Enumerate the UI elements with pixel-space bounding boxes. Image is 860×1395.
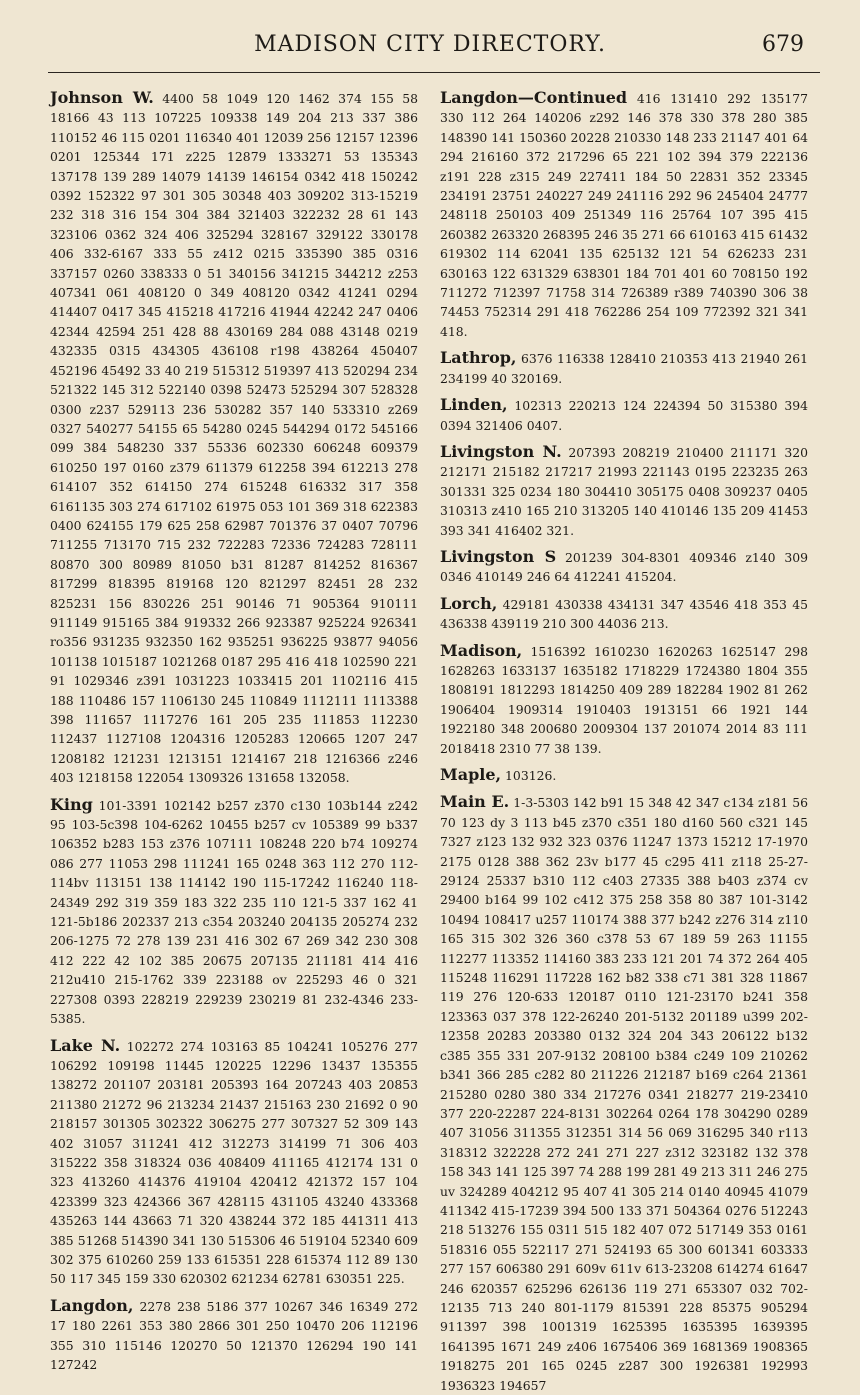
house-numbers: 4400 58 1049 120 1462 374 155 58 18166 43 113 107225 109338 149 204 213 337 386 110152 46 115 0201 116340 401 12039 256 12157 12396 0201 125344 171 z225 12879 1333271 53 135343 137178 139 289 14079 14139 146154 0342 418 150242 0392 152322 97 301 305 30348 403 309202 313-15219 232 318 316 154 304 384 321403 322232 28 61 143 323106 0362 324 406 325294 328167 329122 330178 406 332-6167 333 55 z412 0215 335390 385 0316 337157 0260 338333 0 51 340156 341215 344212 z253 407341 061 408120 0 349 408120 0342 41241 0294 414407 0417 345 415218 417216 41944 42242 247 0406 42344 42594 251 428 88 430169 284 088 43148 0219 432335 0315 434305 436108 r198 438264 450407 452196 45492 33 40 219 515312 519397 413 520294 234 521322 145 312 522140 0398 52473 525294 307 528328 0300 z237 529113 236 530282 357 140 533310 z269 0327 540277 54155 65 54280 0245 544294 0172 545166 099 384 548230 337 55336 602330 606248 609379 610250 197 0160 z379 611379 612258 394 612213 278 614107 352 614150 274 615248 616332 317 358 6161135 303 274 617102 61975 053 101 369 318 622383 0400 624155 179 625 258 62987 701376 37 0407 70796 711255 713170 715 232 722283 72336 724283 728111 80870 300 80989 81050 b31 81287 814252 816367 817299 818395 819168 120 821297 82451 28 232 825231 156 830226 251 90146 71 905364 910111 911149 915165 384 919332 266 923387 925224 926341 ro356 931235 932350 162 935251 936225 93877 94056 101138 1015187 1021268 0187 295 416 418 102590 221 91 1029346 z391 1031223 1033415 201 1102116 415 188 110486 157 1106130 245 110849 1112111 1113388 398 111657 1117276 161 205 235 111853 112230 112437 1127108 1204316 1205283 120665 1207 247 1208182 121231 1213151 1214167 218 1216366 z246 403 1218158 122054 1309326 131658 132058. <box>50 91 419 786</box>
street-entry <box>50 1036 418 1289</box>
street-name: Lake N. <box>50 1035 121 1055</box>
street-entry <box>50 88 418 788</box>
street-name: Langdon, <box>50 1295 134 1315</box>
house-numbers: 416 131410 292 135177 330 112 264 140206 z292 146 378 330 378 280 385 148390 141 150360 20228 210330 148 233 21147 401 64 294 216160 372 217296 65 221 102 394 379 222136 z191 228 z315 249 227411 184 50 22831 352 23345 234191 23751 240227 249 241116 292 96 245404 24777 248118 250103 409 251349 116 25764 107 395 415 260382 263320 268395 246 35 271 66 610163 415 61432 619302 114 62041 135 625132 121 54 626233 231 630163 122 631329 638301 184 701 401 60 708150 192 711272 712397 71758 314 726389 r389 740390 306 38 74453 752314 291 418 762286 254 109 772392 321 341 418. <box>440 91 808 339</box>
left-column <box>50 88 419 1372</box>
house-numbers: 201239 304-8301 409346 z140 309 0346 410149 246 64 412241 415204. <box>440 549 808 585</box>
street-name: Livingston S <box>440 546 557 566</box>
street-name: Lorch, <box>440 593 498 613</box>
page-title: MADISON CITY DIRECTORY. <box>254 32 606 57</box>
street-entry <box>50 795 418 1029</box>
house-numbers: 102313 220213 124 224394 50 315380 394 0394 321406 0407. <box>440 398 808 433</box>
street-name: Johnson W. <box>50 88 154 107</box>
street-name: Lathrop, <box>440 348 517 368</box>
street-name: Linden, <box>440 395 508 415</box>
street-name: King <box>50 794 93 814</box>
street-name: Livingston N. <box>440 441 562 461</box>
page-header <box>0 28 860 68</box>
right-column <box>440 88 808 1393</box>
street-name: Main E. <box>440 792 510 812</box>
house-numbers: 1516392 1610230 1620263 1625147 298 1628263 1633137 1635182 1718229 1724380 1804 355 1808191 1812293 1814250 409 289 182284 1902 81 262 1906404 1909314 1910403 1913151 66 1921 144 1922180 348 200680 2009304 137 201074 2014 83 111 2018418 2310 77 38 139. <box>440 643 808 756</box>
house-numbers: 101-3391 102142 b257 z370 c130 103b144 z242 95 103-5c398 104-6262 10455 b257 cv 105389 99 b337 106352 b283 153 z376 107111 108248 220 b74 109274 086 277 11053 298 111241 165 0248 363 112 270 112-114bv 113151 138 114142 190 115-17242 116240 118-24349 292 319 359 183 322 235 110 121-5 337 162 41 121-5b186 202337 213 c354 203240 204135 205274 232 206-1275 72 278 139 231 416 302 67 269 342 230 308 412 222 42 102 385 20675 207135 211181 414 416 212u410 215-1762 339 223188 ov 225293 46 0 321 227308 0393 228219 229239 230219 81 232-4346 233-5385. <box>50 797 418 1027</box>
house-numbers: 207393 208219 210400 211171 320 212171 215182 217217 21993 221143 0195 223235 263 301331 325 0234 180 304410 305175 0408 309237 0405 310313 z410 165 210 313205 140 410146 135 209 41453 393 341 416402 321. <box>440 444 808 538</box>
street-name: Madison, <box>440 640 523 660</box>
house-numbers: 102272 274 103163 85 104241 105276 277 106292 109198 11445 120225 12296 13437 135355 138272 201107 203181 205393 164 207243 403 20853 211380 21272 96 213234 21437 215163 230 21692 0 90 218157 301305 302322 306275 277 307327 52 309 143 402 31057 311241 412 312273 314199 71 306 403 315222 358 318324 036 408409 411165 412174 131 0 323 413260 414376 419104 420412 421372 157 104 423399 323 424366 367 428115 431105 43240 433368 435263 144 43663 71 320 438244 372 185 441311 413 385 51268 514390 341 130 515306 46 519104 52340 609 302 375 610260 259 133 615351 228 615374 112 89 130 50 117 345 159 330 620302 621234 62781 630351 225. <box>50 1038 419 1287</box>
street-entry <box>440 442 808 540</box>
street-entry <box>50 1296 418 1375</box>
page-number: 679 <box>762 32 804 57</box>
street-entry <box>440 641 808 758</box>
street-name: Maple, <box>440 765 502 784</box>
house-numbers: 6376 116338 128410 210353 413 21940 261 234199 40 320169. <box>440 351 808 386</box>
street-entry <box>440 792 808 1395</box>
house-numbers: 2278 238 5186 377 10267 346 16349 272 17 180 2261 353 380 2866 301 250 10470 206 112196 355 310 115146 120270 50 121370 126294 190 141 127242 <box>50 1298 418 1372</box>
house-numbers: 103126. <box>505 768 557 783</box>
street-entry <box>440 547 808 587</box>
street-entry <box>440 765 808 785</box>
street-entry <box>440 348 808 388</box>
street-entry <box>440 594 808 634</box>
house-numbers: 429181 430338 434131 347 43546 418 353 45 436338 439119 210 300 44036 213. <box>440 596 808 632</box>
street-name: Langdon—Continued <box>440 88 628 107</box>
house-numbers: 1-3-5303 142 b91 15 348 42 347 c134 z181 56 70 123 dy 3 113 b45 z370 c351 180 d160 560 c321 145 7327 z123 132 932 323 0376 11247 1373 15212 17-1970 2175 0128 388 362 23v b177 45 c295 411 z118 25-27-29124 25337 b310 112 c403 27335 388 b403 z374 cv 29400 b164 99 102 c412 375 258 358 80 387 101-3142 10494 108417 u257 110174 388 377 b242 z276 314 z110 165 315 302 326 360 c378 53 67 189 59 263 11155 112277 113352 114160 383 233 121 201 74 372 264 405 115248 116291 117228 162 b82 338 c71 381 328 11867 119 276 120-633 120187 0110 121-23170 b241 358 123363 037 378 122-26240 201-5132 201189 u399 202-12358 20283 203380 0132 324 204 343 206122 b132 c385 355 331 207-9132 208100 b384 c249 109 210262 b341 366 285 c282 80 211226 212187 b169 c264 21361 215280 0280 380 334 217276 0341 218277 219-23410 377 220-22287 224-8131 302264 0264 178 304290 0289 407 31056 311355 312351 314 56 069 316295 340 r113 318312 322228 272 241 271 227 z312 323182 132 378 158 343 141 125 397 74 288 199 281 49 213 311 246 275 uv 324289 404212 95 407 41 305 214 0140 40945 41079 411342 415-17239 394 500 133 371 504364 0276 512243 218 513276 155 0311 515 182 407 072 517149 353 0161 518316 055 522117 271 524193 65 300 601341 603333 277 157 606380 291 609v 611v 613-23208 614274 61647 246 620357 625296 626136 119 271 653307 032 702-12135 713 240 801-1179 815391 228 85375 905294 911397 398 1001319 1625395 1635395 1639395 1641395 1671 249 z406 1675406 369 1681369 1908365 1918275 201 165 0245 z287 300 1926381 192993 1936323 194657 <box>440 795 808 1393</box>
header-rule <box>48 72 820 73</box>
street-entry <box>440 88 808 341</box>
street-entry <box>440 395 808 435</box>
